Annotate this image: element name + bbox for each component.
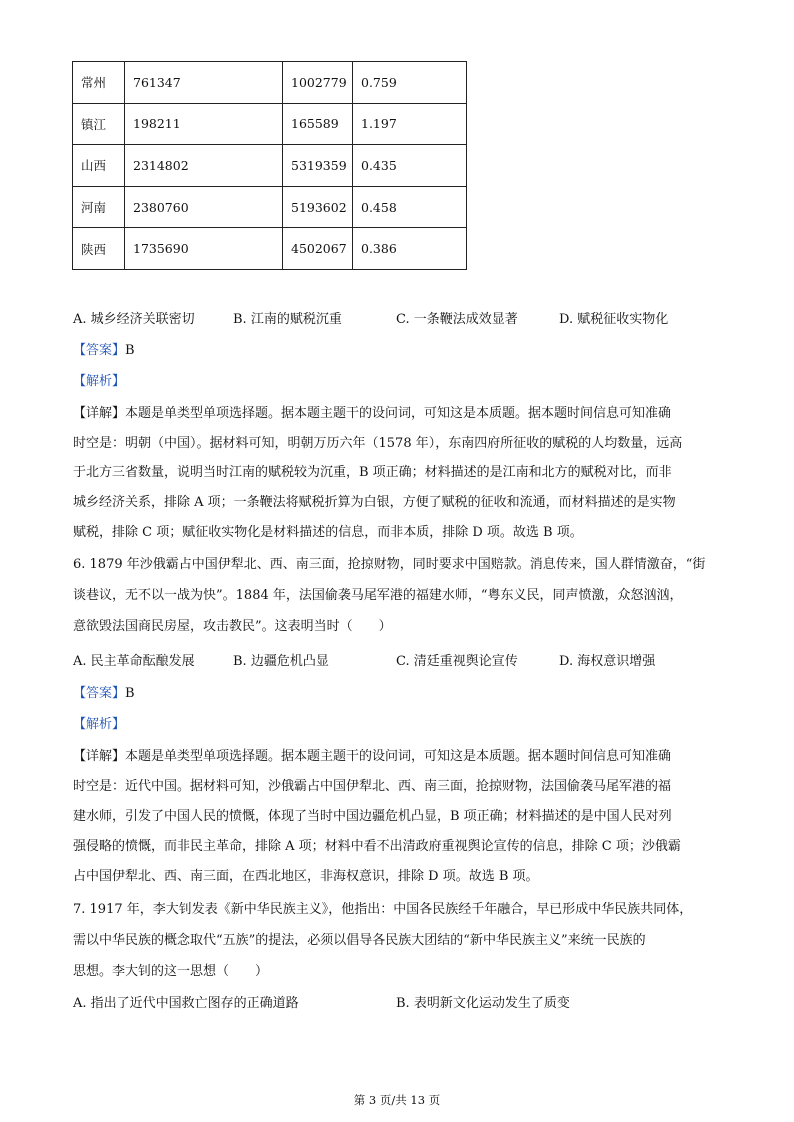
tax-table [72,61,467,270]
q6-option-d: D. 海权意识增强 [559,654,656,669]
page-footer: 第 3 页/共 13 页 [353,1093,441,1107]
q5-detail-line: 赋税，排除 C 项；赋征收实物化是材料描述的信息，而非本质，排除 D 项。故选 B 项。 [73,525,583,540]
q5-analysis-tag: 【解析】 [73,374,126,389]
q6-option-c: C. 清廷重视舆论宣传 [396,654,518,669]
table-cell: 常州 [73,62,125,104]
q5-option-d: D. 赋税征收实物化 [559,312,669,327]
table-row [73,186,467,228]
q7-option-b: B. 表明新文化运动发生了质变 [396,996,570,1011]
answer-tag: 【答案】 [73,343,126,358]
q6-detail-line: 强侵略的愤慨，而非民主革命，排除 A 项；材料中看不出清政府重视舆论宣传的信息，排除 C 项；沙俄霸 [73,839,681,854]
q6-detail-line [73,747,671,767]
table-cell: 镇江 [73,103,125,145]
q5-option-a: A. 城乡经济关联密切 [73,312,195,327]
q5-option-c: C. 一条鞭法成效显著 [396,312,518,327]
table-cell: 2380760 [125,186,283,228]
table-row [73,145,467,187]
detail-text: 本题是单类型单项选择题。据本题主题干的设问词，可知这是本质题。据本题时间信息可知准确 [125,749,672,764]
table-cell: 0.458 [353,186,467,228]
table-row [73,228,467,270]
q6-option-b: B. 边疆危机凸显 [233,654,329,669]
q6-analysis-tag: 【解析】 [73,717,126,732]
q5-detail-line: 时空是：明朝（中国）。据材料可知，明朝万历六年（1578 年），东南四府所征收的赋税的人均数量，远高 [73,436,683,451]
detail-text: 本题是单类型单项选择题。据本题主题干的设问词，可知这是本质题。据本题时间信息可知准确 [125,406,672,421]
q5-answer [73,341,135,361]
answer-value: B [125,686,135,701]
q6-stem-line: 谈巷议，无不以一战为快”。1884 年，法国偷袭马尾军港的福建水师，“粤东义民，同声愤激，众怒汹汹， [73,588,683,603]
table-cell: 0.759 [353,62,467,104]
table-row [73,62,467,104]
table-cell: 761347 [125,62,283,104]
table-row [73,103,467,145]
q6-detail-line: 占中国伊犁北、西、南三面，在西北地区，非海权意识，排除 D 项。故选 B 项。 [73,869,539,884]
q6-answer [73,684,135,704]
q7-stem-line: 7. 1917 年，李大钊发表《新中华民族主义》，他指出：中国各民族经千年融合，早已形成中华民族共同体， [73,902,693,917]
detail-tag: 【详解】 [73,749,126,764]
answer-tag: 【答案】 [73,686,126,701]
table-cell: 0.386 [353,228,467,270]
table-cell: 1735690 [125,228,283,270]
table-cell: 2314802 [125,145,283,187]
q5-detail-line [73,404,671,424]
table-cell: 5193602 [283,186,353,228]
q7-option-a: A. 指出了近代中国救亡图存的正确道路 [73,996,299,1011]
table-cell: 陕西 [73,228,125,270]
detail-tag: 【详解】 [73,406,126,421]
q6-option-a: A. 民主革命酝酿发展 [73,654,195,669]
table-cell: 河南 [73,186,125,228]
table-cell: 1002779 [283,62,353,104]
table-cell: 0.435 [353,145,467,187]
q6-detail-line: 建水师，引发了中国人民的愤慨，体现了当时中国边疆危机凸显，B 项正确；材料描述的是中国人民对列 [73,809,672,824]
q6-stem-line: 6. 1879 年沙俄霸占中国伊犁北、西、南三面，抢掠财物，同时要求中国赔款。消息传来，国人群情激奋，“街 [73,557,706,572]
q5-detail-line: 于北方三省数量，说明当时江南的赋税较为沉重，B 项正确；材料描述的是江南和北方的赋税对比，而非 [73,465,672,480]
table-cell: 5319359 [283,145,353,187]
table-cell: 4502067 [283,228,353,270]
q6-detail-line: 时空是：近代中国。据材料可知，沙俄霸占中国伊犁北、西、南三面，抢掠财物，法国偷袭马尾军港的福 [73,779,672,794]
table-cell: 198211 [125,103,283,145]
q7-stem-line: 思想。李大钊的这一思想（ ） [73,964,269,979]
q5-detail-line: 城乡经济关系，排除 A 项；一条鞭法将赋税折算为白银，方便了赋税的征收和流通，而材料描述的是实物 [73,495,676,510]
q5-option-b: B. 江南的赋税沉重 [233,312,342,327]
answer-value: B [125,343,135,358]
q6-stem-line: 意欲毁法国商民房屋，攻击教民”。这表明当时（ ） [73,619,392,634]
table-cell: 165589 [283,103,353,145]
q7-stem-line: 需以中华民族的概念取代“五族”的提法，必须以倡导各民族大团结的“新中华民族主义”来统一民族的 [73,933,646,948]
table-cell: 1.197 [353,103,467,145]
table-cell: 山西 [73,145,125,187]
